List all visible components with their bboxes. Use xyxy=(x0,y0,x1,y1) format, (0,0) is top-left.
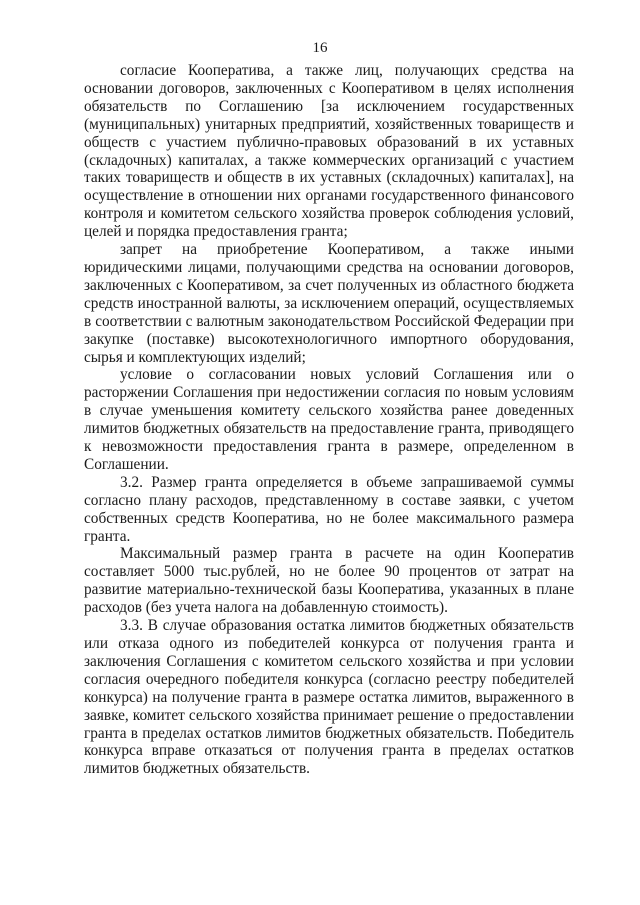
paragraph-consent: согласие Кооператива, а также лиц, получающих средства на основании договоров, заключенных с Кооперативом в целях исполнения обязательств по Соглашению [за исключением государственных (муниципальных) унитарных предприятий, хозяйственных товариществ и обществ с участием публично-правовых образований в их уставных (складочных) капиталах, а также коммерческих организаций с участием таких товариществ и обществ в их уставных (складочных) капиталах], на осуществление в отношении них органами государственного финансового контроля и комитетом сельского хозяйства проверок соблюдения условий, целей и порядка предоставления гранта; xyxy=(84,62,574,241)
document-body xyxy=(84,62,574,778)
paragraph-3-3-remaining-limits: 3.3. В случае образования остатка лимитов бюджетных обязательств или отказа одного из победителей конкурса от получения гранта и заключения Соглашения с комитетом сельского хозяйства и при условии согласия очередного победителя конкурса (согласно реестру победителей конкурса) на получение гранта в размере остатка лимитов, выраженного в заявке, комитет сельского хозяйства принимает решение о предоставлении гранта в пределах остатков лимитов бюджетных обязательств. Победитель конкурса вправе отказаться от получения гранта в пределах остатков лимитов бюджетных обязательств. xyxy=(84,617,574,778)
paragraph-max-grant: Максимальный размер гранта в расчете на один Кооператив составляет 5000 тыс.рублей, но не более 90 процентов от затрат на развитие материально-технической базы Кооператива, указанных в плане расходов (без учета налога на добавленную стоимость). xyxy=(84,545,574,617)
page-number: 16 xyxy=(312,40,328,56)
paragraph-agreement-terms: условие о согласовании новых условий Соглашения или о расторжении Соглашения при недостижении согласия по новым условиям в случае уменьшения комитету сельского хозяйства ранее доведенных лимитов бюджетных обязательств на предоставление гранта, приводящего к невозможности предоставления гранта в размере, определенном в Соглашении. xyxy=(84,366,574,473)
paragraph-3-2-grant-size: 3.2. Размер гранта определяется в объеме запрашиваемой суммы согласно плану расходов, представленному в составе заявки, с учетом собственных средств Кооператива, но не более максимального размера гранта. xyxy=(84,473,574,545)
paragraph-currency-ban: запрет на приобретение Кооперативом, а также иными юридическими лицами, получающими средства на основании договоров, заключенных с Кооперативом, за счет полученных из областного бюджета средств иностранной валюты, за исключением операций, осуществляемых в соответствии с валютным законодательством Российской Федерации при закупке (поставке) высокотехнологичного импортного оборудования, сырья и комплектующих изделий; xyxy=(84,241,574,366)
